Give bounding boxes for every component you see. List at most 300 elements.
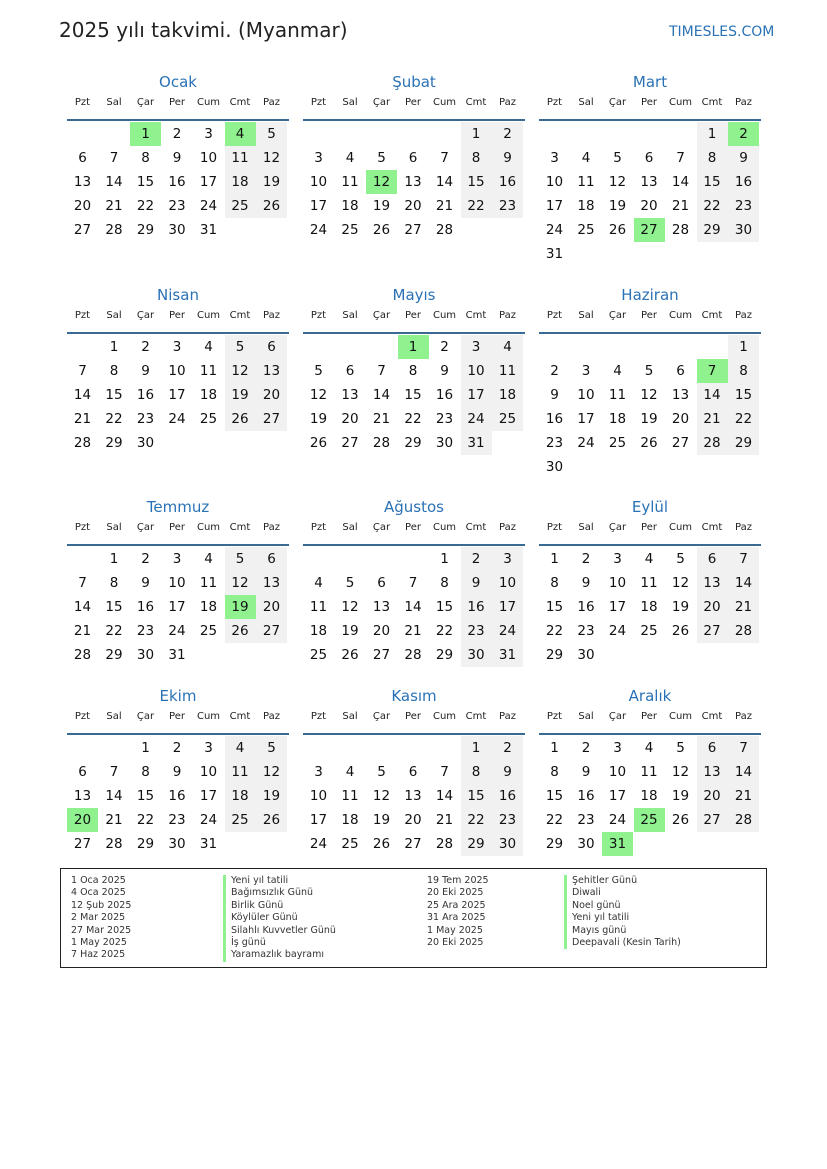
day-cell: 13 [404,788,422,804]
weekday-label: Sal [578,97,594,108]
day-cell: 30 [577,836,595,852]
day-cell: 10 [461,359,492,383]
weekday-label: Paz [263,310,280,321]
holiday-day-cell: 31 [602,832,633,856]
day-grid [539,334,761,486]
weekday-label: Pzt [310,522,327,533]
day-cell: 2 [172,126,182,142]
weekday-label: Sal [578,310,594,321]
day-cell: 24 [545,222,564,238]
legend-date: 1 May 2025 [71,936,127,948]
day-cell: 9 [492,760,523,784]
day-cell: 14 [105,174,123,190]
legend-date: 20 Eki 2025 [427,936,484,948]
weekday-label: Cum [196,711,221,722]
legend-dates-column [71,875,131,962]
day-cell: 11 [225,760,256,784]
day-cell: 29 [461,832,492,856]
empty-cell [697,643,728,667]
weekday-header [67,522,289,544]
empty-cell [256,643,287,667]
weekday-label: Sal [106,711,122,722]
weekday-header [539,310,761,332]
empty-cell [728,643,759,667]
day-cell: 18 [640,599,658,615]
day-cell: 2 [550,363,559,379]
day-cell: 23 [728,194,759,218]
empty-cell [665,242,696,266]
day-cell: 18 [341,198,359,214]
day-cell: 6 [377,575,386,591]
day-cell: 13 [341,387,359,403]
empty-cell [602,455,633,479]
day-cell: 29 [545,836,564,852]
day-cell: 11 [577,174,595,190]
day-grid [303,546,525,698]
holiday-day-cell: 19 [225,595,256,619]
day-cell: 8 [440,575,449,591]
day-cell: 8 [461,146,492,170]
weekday-label: Cmt [701,97,723,108]
day-cell: 6 [256,547,287,571]
weekday-label: Cmt [701,522,723,533]
day-cell: 1 [109,551,119,567]
weekday-label: Cmt [465,522,487,533]
empty-cell [256,431,287,455]
day-cell: 11 [640,764,658,780]
weekday-label: Çar [372,97,391,108]
day-cell: 25 [341,222,359,238]
day-cell: 29 [404,435,422,451]
weekday-header [539,711,761,733]
day-cell: 26 [372,836,391,852]
day-cell: 23 [577,623,595,639]
day-cell: 2 [492,122,523,146]
day-cell: 18 [199,599,218,615]
day-cell: 28 [728,808,759,832]
empty-cell [225,431,256,455]
weekday-label: Paz [263,97,280,108]
empty-cell [193,643,224,667]
weekday-header [67,97,289,119]
legend-date: 25 Ara 2025 [427,899,486,911]
day-cell: 13 [697,760,728,784]
day-cell: 30 [492,832,523,856]
empty-cell [602,242,633,266]
day-cell: 7 [109,150,119,166]
day-grid [539,735,761,887]
weekday-label: Sal [578,522,594,533]
day-cell: 3 [314,764,323,780]
day-cell: 17 [199,788,218,804]
day-cell: 12 [225,571,256,595]
day-cell: 18 [577,198,595,214]
day-cell: 28 [728,619,759,643]
weekday-label: Per [169,711,185,722]
empty-cell [697,242,728,266]
day-grid [67,735,289,887]
empty-cell [634,242,665,266]
day-cell: 14 [105,788,123,804]
day-cell: 18 [199,387,218,403]
empty-cell [398,122,429,146]
legend-date: 7 Haz 2025 [71,949,126,961]
day-grid [539,121,761,273]
day-cell: 24 [608,812,627,828]
day-cell: 25 [492,407,523,431]
weekday-label: Paz [735,522,752,533]
legend-date: 19 Tem 2025 [427,875,489,886]
day-cell: 3 [550,150,559,166]
empty-cell [225,832,256,856]
weekday-label: Per [405,522,421,533]
day-cell: 9 [728,146,759,170]
weekday-label: Pzt [546,711,563,722]
weekday-label: Pzt [310,711,327,722]
day-cell: 20 [640,198,658,214]
day-cell: 28 [105,222,123,238]
day-cell: 22 [545,812,564,828]
empty-cell [571,455,602,479]
holiday-legend [60,868,767,968]
day-cell: 27 [73,836,92,852]
weekday-label: Per [641,310,657,321]
day-cell: 4 [204,339,213,355]
day-cell: 10 [608,764,627,780]
day-cell: 10 [545,174,564,190]
empty-cell [398,547,429,571]
day-cell: 14 [671,174,690,190]
weekday-header [67,310,289,332]
day-cell: 24 [492,619,523,643]
weekday-label: Cum [196,97,221,108]
day-cell: 16 [136,387,155,403]
day-cell: 14 [697,383,728,407]
day-cell: 14 [372,387,391,403]
day-cell: 7 [78,575,87,591]
day-cell: 22 [545,623,564,639]
day-cell: 7 [408,575,418,591]
site-link[interactable]: TIMESLES.COM [669,24,775,40]
day-grid [67,121,289,273]
day-cell: 19 [671,599,690,615]
day-cell: 7 [676,150,685,166]
day-cell: 18 [225,170,256,194]
weekday-label: Pzt [546,522,563,533]
day-cell: 7 [109,764,119,780]
weekday-header [67,711,289,733]
weekday-label: Cum [432,310,457,321]
day-cell: 30 [168,222,186,238]
weekday-label: Cmt [229,711,251,722]
day-cell: 24 [608,623,627,639]
day-cell: 25 [225,808,256,832]
day-cell: 18 [640,788,658,804]
day-cell: 23 [492,808,523,832]
day-cell: 3 [581,363,591,379]
day-cell: 25 [341,836,359,852]
day-cell: 10 [309,174,328,190]
empty-cell [366,335,397,359]
day-cell: 28 [105,836,123,852]
day-cell: 3 [314,150,323,166]
day-cell: 28 [73,435,92,451]
day-cell: 14 [728,571,759,595]
day-cell: 13 [671,387,690,403]
day-grid [303,735,525,887]
weekday-header [303,522,525,544]
weekday-label: Çar [608,97,627,108]
day-cell: 25 [608,435,627,451]
day-cell: 13 [73,174,92,190]
day-cell: 12 [372,788,391,804]
day-cell: 4 [204,551,213,567]
day-grid [539,546,761,698]
day-cell: 5 [676,740,685,756]
month-12 [539,686,761,887]
day-cell: 13 [256,359,287,383]
weekday-label: Sal [106,522,122,533]
day-cell: 30 [728,218,759,242]
day-cell: 16 [545,411,564,427]
day-cell: 10 [199,150,218,166]
day-cell: 17 [168,599,186,615]
day-cell: 5 [377,764,386,780]
weekday-label: Cum [432,97,457,108]
day-cell: 8 [550,575,559,591]
day-cell: 2 [581,740,591,756]
holiday-day-cell: 1 [130,122,161,146]
day-cell: 17 [199,174,218,190]
day-cell: 24 [199,812,218,828]
empty-cell [634,832,665,856]
month-name: Ağustos [384,498,444,516]
day-cell: 22 [404,411,422,427]
day-cell: 20 [404,198,422,214]
day-cell: 19 [372,198,391,214]
empty-cell [571,122,602,146]
weekday-label: Cmt [229,310,251,321]
weekday-label: Çar [372,522,391,533]
weekday-label: Sal [578,711,594,722]
day-cell: 19 [671,788,690,804]
month-3 [539,72,761,273]
weekday-label: Cmt [229,97,251,108]
day-cell: 8 [109,575,119,591]
empty-cell [303,736,334,760]
day-cell: 14 [435,788,454,804]
day-cell: 21 [435,812,454,828]
day-cell: 22 [728,407,759,431]
holiday-day-cell: 27 [634,218,665,242]
day-cell: 8 [550,764,559,780]
weekday-label: Per [169,310,185,321]
day-cell: 16 [492,784,523,808]
day-cell: 23 [136,411,155,427]
month-name: Temmuz [146,498,210,516]
day-cell: 4 [581,150,591,166]
empty-cell [335,122,366,146]
day-cell: 28 [697,431,728,455]
weekday-label: Pzt [74,711,91,722]
day-cell: 6 [256,335,287,359]
day-cell: 23 [461,619,492,643]
day-cell: 26 [256,808,287,832]
day-cell: 14 [73,599,92,615]
day-cell: 11 [199,363,218,379]
day-cell: 5 [377,150,386,166]
day-cell: 2 [440,339,449,355]
empty-cell [99,122,130,146]
weekday-label: Per [169,522,185,533]
day-cell: 12 [256,146,287,170]
day-cell: 25 [199,623,218,639]
day-cell: 2 [461,547,492,571]
day-cell: 8 [109,363,119,379]
day-cell: 1 [728,335,759,359]
empty-cell [67,122,98,146]
day-cell: 17 [608,788,627,804]
day-cell: 11 [341,174,359,190]
weekday-label: Çar [372,310,391,321]
legend-date: 2 Mar 2025 [71,912,126,924]
day-cell: 21 [105,812,123,828]
day-cell: 4 [644,551,654,567]
weekday-label: Paz [735,711,752,722]
empty-cell [67,335,98,359]
day-cell: 13 [404,174,422,190]
day-cell: 17 [309,812,328,828]
day-cell: 18 [492,383,523,407]
day-cell: 17 [309,198,328,214]
weekday-header [539,522,761,544]
empty-cell [99,736,130,760]
day-cell: 13 [372,599,391,615]
holiday-day-cell: 7 [697,359,728,383]
day-cell: 10 [168,363,186,379]
empty-cell [492,431,523,455]
day-cell: 3 [172,339,182,355]
legend-holiday-name: Mayıs günü [564,925,681,937]
day-cell: 1 [109,339,119,355]
weekday-label: Sal [342,522,358,533]
day-cell: 31 [492,643,523,667]
month-name: Ocak [159,73,197,91]
day-cell: 19 [309,411,328,427]
day-cell: 30 [545,459,564,475]
legend-dates-column [427,875,489,949]
day-cell: 13 [256,571,287,595]
day-cell: 22 [697,194,728,218]
day-cell: 12 [640,387,658,403]
month-6 [539,285,761,486]
day-cell: 15 [136,174,155,190]
day-cell: 12 [341,599,359,615]
day-cell: 22 [435,623,454,639]
weekday-label: Cmt [701,711,723,722]
day-cell: 19 [341,623,359,639]
day-cell: 1 [697,122,728,146]
day-cell: 12 [671,575,690,591]
day-cell: 9 [141,575,150,591]
day-cell: 27 [341,435,359,451]
empty-cell [728,455,759,479]
day-cell: 11 [341,788,359,804]
day-cell: 23 [492,194,523,218]
empty-cell [697,335,728,359]
day-cell: 17 [492,595,523,619]
day-cell: 26 [341,647,359,663]
empty-cell [303,547,334,571]
legend-holiday-name: Köylüler Günü [223,912,336,924]
day-cell: 8 [408,363,418,379]
day-cell: 3 [204,740,213,756]
holiday-day-cell: 2 [728,122,759,146]
day-cell: 5 [225,335,256,359]
holiday-day-cell: 25 [634,808,665,832]
legend-holiday-name: İş günü [223,937,336,949]
weekday-label: Sal [106,310,122,321]
empty-cell [256,218,287,242]
day-cell: 23 [435,411,454,427]
day-cell: 18 [309,623,328,639]
day-cell: 29 [105,647,123,663]
day-cell: 9 [492,146,523,170]
empty-cell [162,431,193,455]
day-cell: 20 [671,411,690,427]
day-cell: 30 [577,647,595,663]
day-cell: 21 [728,784,759,808]
weekday-label: Paz [263,522,280,533]
day-cell: 26 [309,435,328,451]
empty-cell [665,335,696,359]
day-cell: 26 [225,407,256,431]
legend-date: 20 Eki 2025 [427,887,484,899]
day-cell: 9 [172,764,182,780]
weekday-label: Cum [668,310,693,321]
day-cell: 9 [440,363,449,379]
weekday-label: Pzt [74,310,91,321]
weekday-label: Cmt [465,310,487,321]
weekday-label: Sal [106,97,122,108]
legend-holiday-name: Noel günü [564,900,681,912]
month-name: Eylül [631,498,669,516]
day-cell: 15 [136,788,155,804]
empty-cell [539,335,570,359]
day-cell: 12 [225,359,256,383]
day-cell: 27 [372,647,391,663]
weekday-label: Paz [735,310,752,321]
day-cell: 3 [204,126,213,142]
empty-cell [634,122,665,146]
day-cell: 13 [640,174,658,190]
weekday-label: Çar [372,711,391,722]
month-name: Mayıs [392,286,436,304]
day-cell: 20 [697,595,728,619]
month-4 [67,285,289,486]
day-cell: 28 [435,222,454,238]
day-cell: 31 [545,246,564,262]
empty-cell [602,335,633,359]
day-cell: 16 [461,595,492,619]
empty-cell [335,335,366,359]
weekday-label: Sal [342,711,358,722]
weekday-label: Sal [342,97,358,108]
empty-cell [335,736,366,760]
day-cell: 20 [697,784,728,808]
day-cell: 7 [728,547,759,571]
weekday-label: Pzt [310,97,327,108]
